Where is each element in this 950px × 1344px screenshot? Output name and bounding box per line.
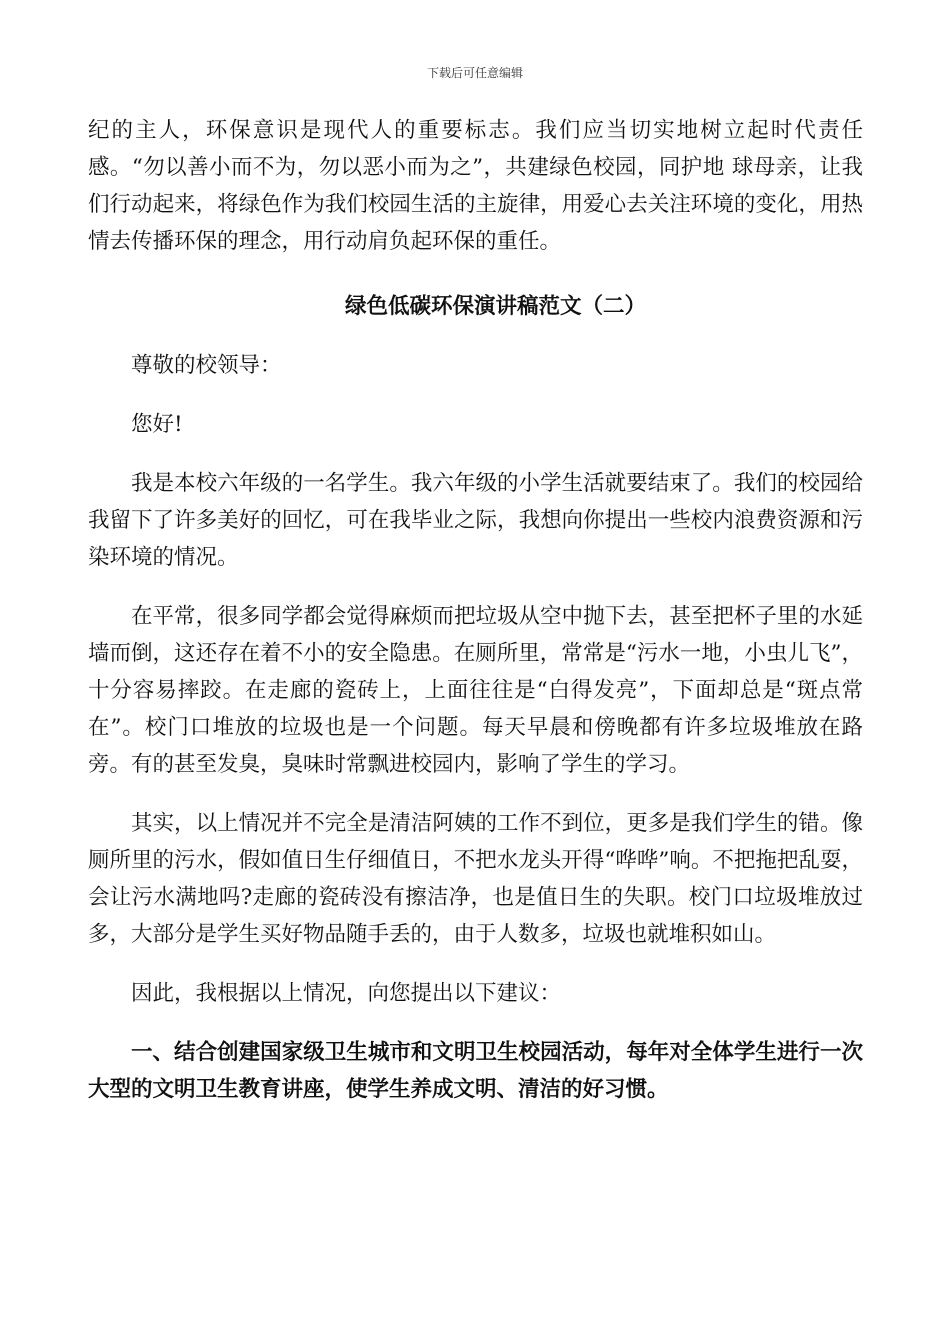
document-title: 绿色低碳环保演讲稿范文（二） [344, 294, 646, 319]
suggestion-1: 一、结合创建国家级卫生城市和文明卫生校园活动，每年对全体学生进行一次大型的文明卫生教育讲座，使学生养成文明、清洁的好习惯。 [88, 1040, 863, 1102]
body-paragraph-3: 其实，以上情况并不完全是清洁阿姨的工作不到位，更多是我们学生的错。像厕所里的污水，假如值日生仔细值日，不把水龙头开得“哗哗”响。不把拖把乱耍，会让污水满地吗?走廊的瓷砖没有擦洁净，也是值日生的失职。校门口垃圾堆放过多，大部分是学生买好物品随手丢的，由于人数多，垃圾也就堆积如山。 [88, 811, 863, 947]
body-paragraph-4: 因此，我根据以上情况，向您提出以下建议： [131, 981, 562, 1006]
document-body [88, 112, 863, 1108]
body-paragraph-2: 在平常，很多同学都会觉得麻烦而把垃圾从空中抛下去，甚至把杯子里的水延墙而倒，这还存在着不小的安全隐患。在厕所里，常常是“污水一地，小虫儿飞”，十分容易摔跤。在走廊的瓷砖上，上面往往是“白得发亮”，下面却总是“斑点常在”。校门口堆放的垃圾也是一个问题。每天早晨和傍晚都有许多垃圾堆放在路旁。有的甚至发臭，臭味时常飘进校园内，影响了学生的学习。 [88, 604, 863, 777]
body-paragraph-1: 我是本校六年级的一名学生。我六年级的小学生活就要结束了。我们的校园给我留下了许多美好的回忆，可在我毕业之际，我想向你提出一些校内浪费资源和污染环境的情况。 [88, 471, 863, 570]
greeting: 您好! [131, 412, 183, 437]
page-header: 下载后可任意编辑 [426, 66, 523, 80]
salutation: 尊敬的校领导： [131, 353, 282, 378]
intro-paragraph: 纪的主人，环保意识是现代人的重要标志。我们应当切实地树立起时代责任感。“勿以善小而不为，勿以恶小而为之”，共建绿色校园，同护地 球母亲，让我们行动起来，将绿色作为我们校园生活的主旋律，用爱心去关注环境的变化，用热情去传播环保的理念，用行动肩负起环保的重任。 [88, 118, 863, 254]
